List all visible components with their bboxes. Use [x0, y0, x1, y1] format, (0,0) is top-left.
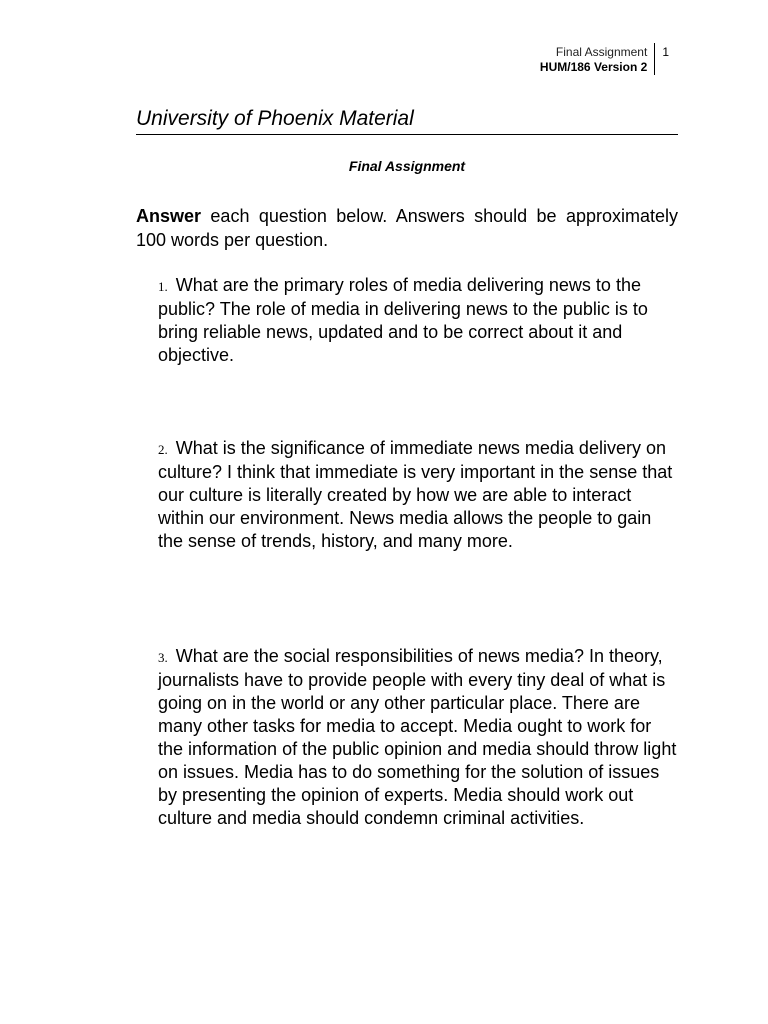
institution-title: University of Phoenix Material: [136, 105, 678, 135]
instructions-text: each question below. Answers should be approximately 100 words per question.: [136, 206, 678, 250]
question-text: What is the significance of immediate news media delivery on culture? I think that immediate is very important in the sense that our culture is literally created by how we are able to interact within our environment. News media allows the people to gain the sense of trends, history, and many more.: [158, 438, 673, 551]
header-title: Final Assignment: [555, 45, 648, 59]
question-text: What are the primary roles of media delivering news to the public? The role of media in delivering news to the public is to bring reliable news, updated and to be correct about it and objective.: [158, 275, 648, 365]
question-number: 3.: [158, 650, 168, 665]
question-item: [158, 437, 678, 553]
question-number: 1.: [158, 279, 168, 294]
instructions-paragraph: [136, 204, 678, 252]
question-item: [158, 274, 678, 367]
question-text: What are the social responsibilities of news media? In theory, journalists have to provide people with every tiny deal of what is going on in the world or any other particular place. There are many other tasks for media to accept. Media ought to work for the information of the public opinion and media should throw light on issues. Media has to do something for the solution of issues by presenting the opinion of experts. Media should work out culture and media should condemn criminal activities.: [158, 646, 677, 828]
header-course-version: HUM/186 Version 2: [539, 60, 648, 74]
question-item: [158, 645, 678, 830]
page-number: 1: [662, 45, 669, 59]
page-header: [540, 43, 669, 75]
question-number: 2.: [158, 442, 168, 457]
header-text-block: [540, 43, 654, 75]
assignment-heading: Final Assignment: [348, 158, 466, 174]
instructions-lead: Answer: [136, 206, 202, 226]
